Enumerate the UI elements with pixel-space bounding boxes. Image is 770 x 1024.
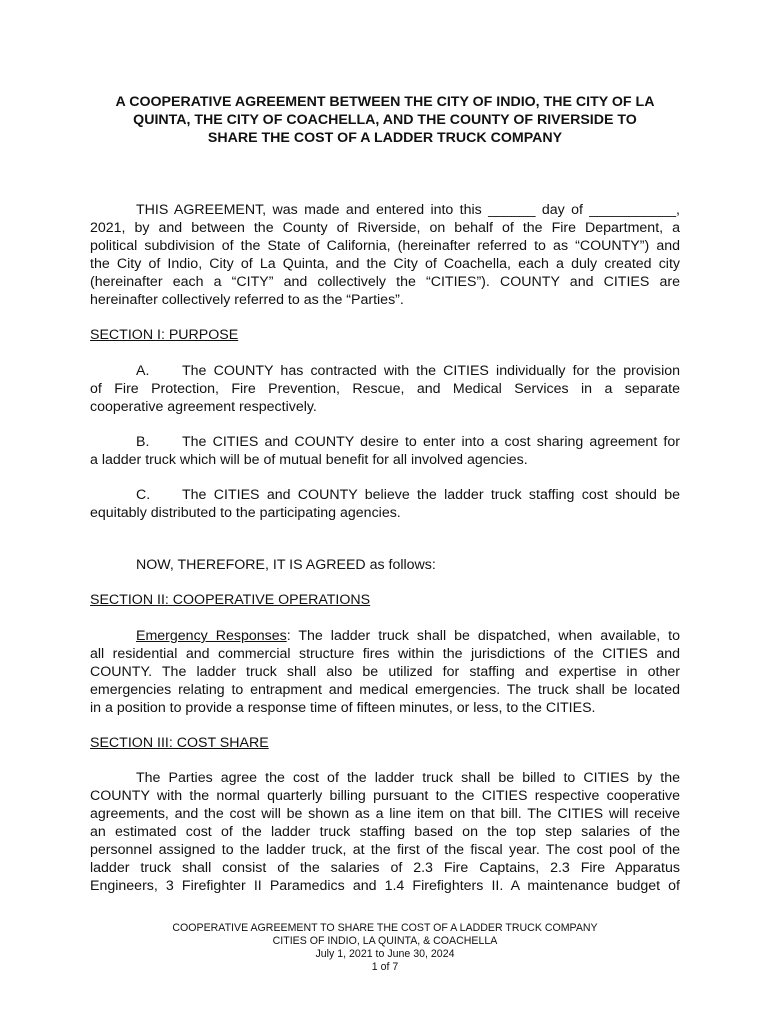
text-line: of Fire Protection, Fire Prevention, Rescue, and Medical Services in a separate [90, 381, 680, 397]
title-line: QUINTA, THE CITY OF COACHELLA, AND THE COUNTY OF RIVERSIDE TO [133, 112, 637, 128]
text-line: COUNTY. The ladder truck shall also be utilized for staffing and expertise in other [90, 664, 680, 680]
title-line: SHARE THE COST OF A LADDER TRUCK COMPANY [207, 130, 563, 146]
paragraph-letter: B. [136, 434, 150, 450]
purpose-paragraph-c [90, 486, 680, 522]
text-line: the City of Indio, City of La Quinta, and the City of Coachella, each a duly created city [90, 256, 680, 272]
section-heading-purpose: SECTION I: PURPOSE [90, 327, 239, 343]
paragraph-letter: A. [136, 363, 150, 379]
page-number: 1 of 7 [371, 961, 399, 973]
text-line [90, 627, 680, 645]
cost-share-paragraph [90, 769, 680, 895]
text-line: equitably distributed to the participating agencies. [90, 505, 401, 521]
text-line: hereinafter collectively referred to as the “Parties”. [90, 292, 404, 308]
text-line [90, 362, 680, 380]
text-line: personnel assigned to the ladder truck, at the first of the fiscal year. The cost pool of the [90, 842, 680, 858]
text-line [90, 433, 680, 451]
text-line: NOW, THEREFORE, IT IS AGREED as follows: [136, 557, 436, 573]
intro-paragraph [90, 201, 680, 309]
purpose-paragraph-b [90, 433, 680, 469]
text-line: cooperative agreement respectively. [90, 399, 317, 415]
agreement-title [85, 93, 685, 147]
footer-line: July 1, 2021 to June 30, 2024 [315, 948, 455, 960]
now-therefore-paragraph [90, 556, 680, 574]
text-line: an estimated cost of the ladder truck staffing based on the top step salaries of the [90, 824, 680, 840]
text-line: agreements, and the cost will be shown as a line item on that bill. The CITIES will receive [90, 806, 680, 822]
paragraph-letter: C. [136, 487, 151, 503]
text-span: The CITIES and COUNTY believe the ladder truck staffing cost should be [182, 487, 680, 503]
title-line: A COOPERATIVE AGREEMENT BETWEEN THE CITY OF INDIO, THE CITY OF LA [115, 94, 655, 110]
emergency-responses-paragraph [90, 627, 680, 717]
text-line: ladder truck shall consist of the salaries of 2.3 Fire Captains, 2.3 Fire Apparatus [90, 860, 680, 876]
text-line: in a position to provide a response time of fifteen minutes, or less, to the CITIES. [90, 700, 596, 716]
text-line: emergencies relating to entrapment and medical emergencies. The truck shall be located [90, 682, 680, 698]
text-line: The Parties agree the cost of the ladder truck shall be billed to CITIES by the [136, 770, 680, 786]
purpose-paragraph-a [90, 362, 680, 416]
text-line: a ladder truck which will be of mutual benefit for all involved agencies. [90, 452, 528, 468]
text-span: The CITIES and COUNTY desire to enter into a cost sharing agreement for [182, 434, 680, 450]
section-heading-cost-share: SECTION III: COST SHARE [90, 735, 269, 751]
page-footer [85, 922, 685, 974]
text-line: COUNTY with the normal quarterly billing pursuant to the CITIES respective cooperative [90, 788, 680, 804]
section-heading-cooperative-operations: SECTION II: COOPERATIVE OPERATIONS [90, 592, 371, 608]
text-span: : The ladder truck shall be dispatched, when available, to [286, 628, 680, 644]
text-line: THIS AGREEMENT, was made and entered into this ______ day of ___________, [136, 202, 680, 218]
text-span: The COUNTY has contracted with the CITIES individually for the provision [182, 363, 680, 379]
text-line: (hereinafter each a “CITY” and collectively the “CITIES”). COUNTY and CITIES are [90, 274, 680, 290]
footer-line: CITIES OF INDIO, LA QUINTA, & COACHELLA [272, 935, 498, 947]
emergency-responses-term: Emergency Responses [136, 628, 287, 644]
text-line [90, 486, 680, 504]
text-line: political subdivision of the State of California, (hereinafter referred to as “COUNTY”) and [90, 238, 680, 254]
footer-line: COOPERATIVE AGREEMENT TO SHARE THE COST OF A LADDER TRUCK COMPANY [172, 922, 598, 934]
text-line: 2021, by and between the County of Riverside, on behalf of the Fire Department, a [90, 220, 680, 236]
text-line: all residential and commercial structure fires within the jurisdictions of the CITIES and [90, 646, 680, 662]
text-line: Engineers, 3 Firefighter II Paramedics and 1.4 Firefighters II. A maintenance budget of [90, 878, 680, 894]
